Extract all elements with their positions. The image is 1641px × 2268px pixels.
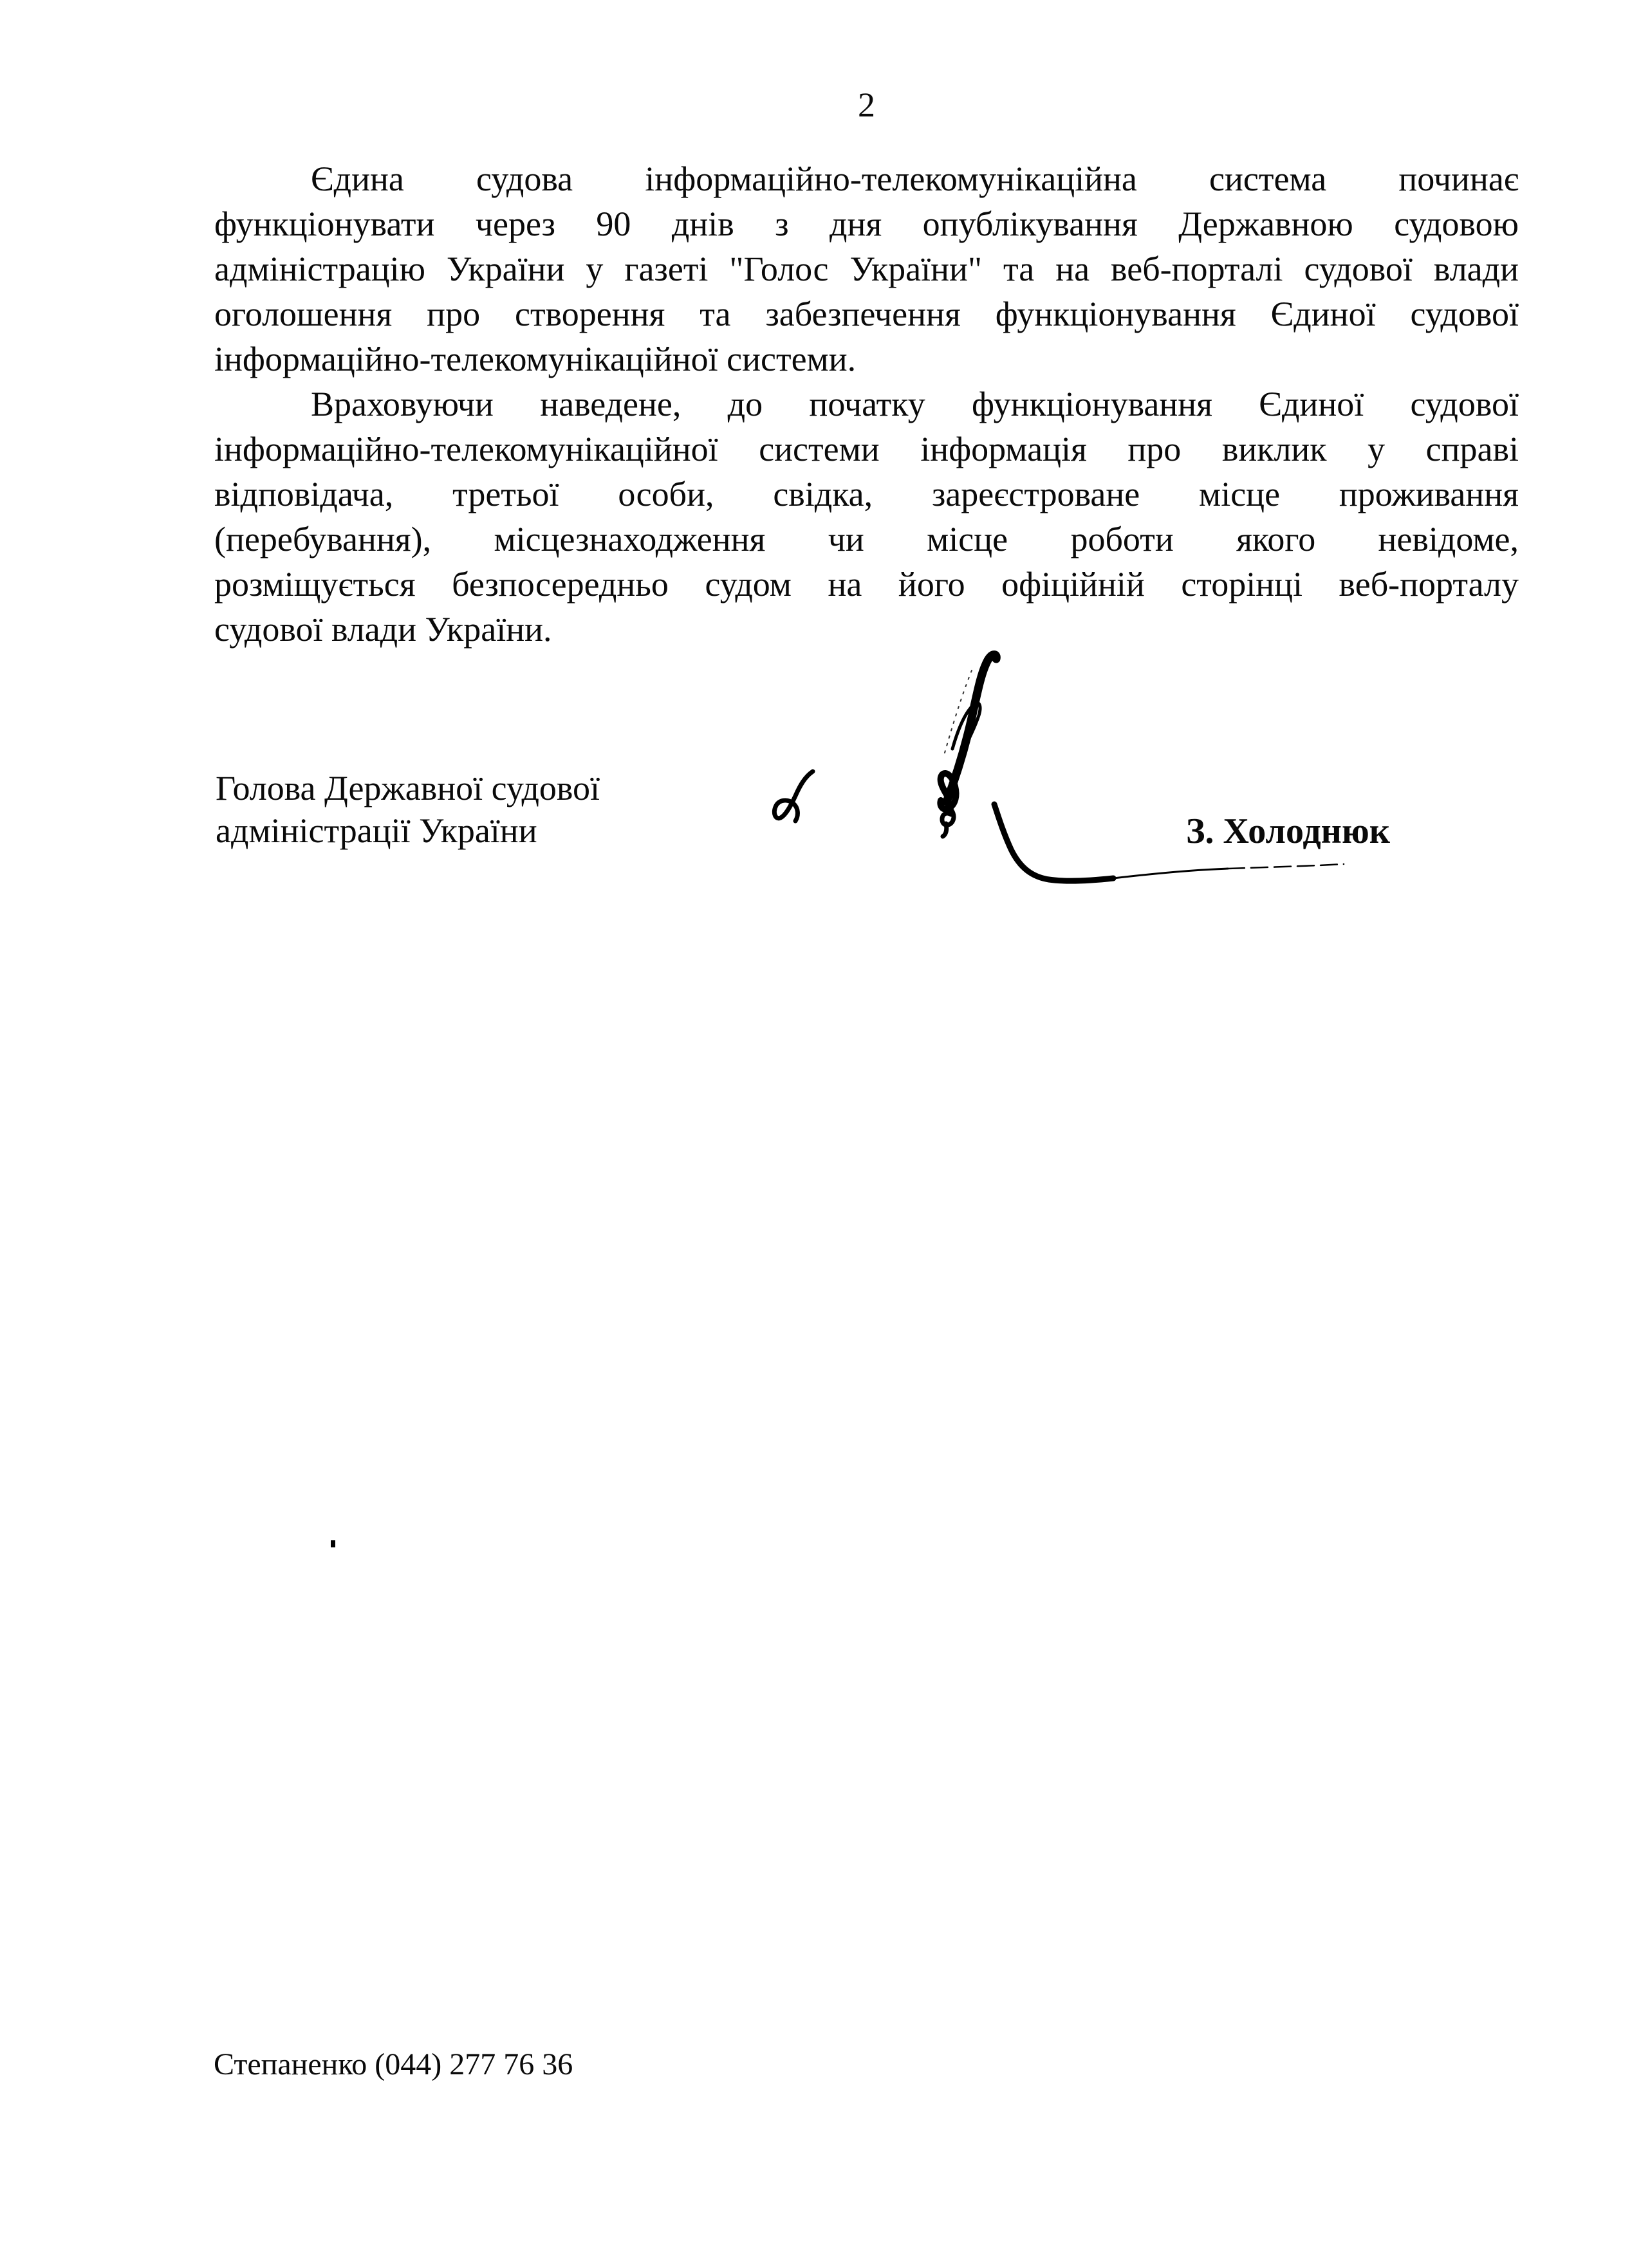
signer-title	[216, 767, 795, 852]
text-line: відповідача, третьої особи, свідка, зареєстроване місце проживання	[214, 475, 1519, 513]
signature-main-stroke	[947, 655, 996, 802]
page-number: 2	[858, 86, 875, 124]
signature-knot	[940, 773, 956, 809]
text-line: адміністрацію України у газеті "Голос України" та на веб-порталі судової влади	[214, 250, 1519, 288]
text-line: інформаційно-телекомунікаційної системи інформація про виклик у справі	[214, 430, 1519, 468]
text-line: розміщується безпосередньо судом на його офіційній сторінці веб-порталу	[214, 565, 1519, 604]
text-line: судової влади України.	[214, 610, 552, 649]
document-body	[214, 156, 1519, 652]
text-line: функціонувати через 90 днів з дня опублікування Державною судовою	[214, 205, 1519, 243]
text-line: Єдина судова інформаційно-телекомунікаційна система починає	[311, 160, 1519, 198]
signer-title-line2: адміністрації України	[216, 811, 537, 850]
signature-tail	[1113, 869, 1228, 878]
signature-inner-loop	[952, 703, 980, 751]
signature-hairline	[945, 670, 972, 753]
text-line: Враховуючи наведене, до початку функціонування Єдиної судової	[311, 385, 1519, 423]
signature-hook-stroke	[994, 804, 1113, 881]
signer-title-line1: Голова Державної судової	[216, 769, 600, 807]
footer-contact: Степаненко (044) 277 76 36	[214, 2047, 573, 2081]
signer-name: З. Холоднюк	[1186, 811, 1390, 851]
text-line: оголошення про створення та забезпечення функціонування Єдиної судової	[214, 295, 1519, 333]
text-line: інформаційно-телекомунікаційної системи.	[214, 340, 857, 378]
signature-knot-loops	[942, 806, 954, 836]
ink-speck	[331, 1540, 335, 1547]
signature-tail-end	[1228, 864, 1344, 869]
text-line: (перебування), місцезнаходження чи місце роботи якого невідоме,	[214, 520, 1519, 558]
